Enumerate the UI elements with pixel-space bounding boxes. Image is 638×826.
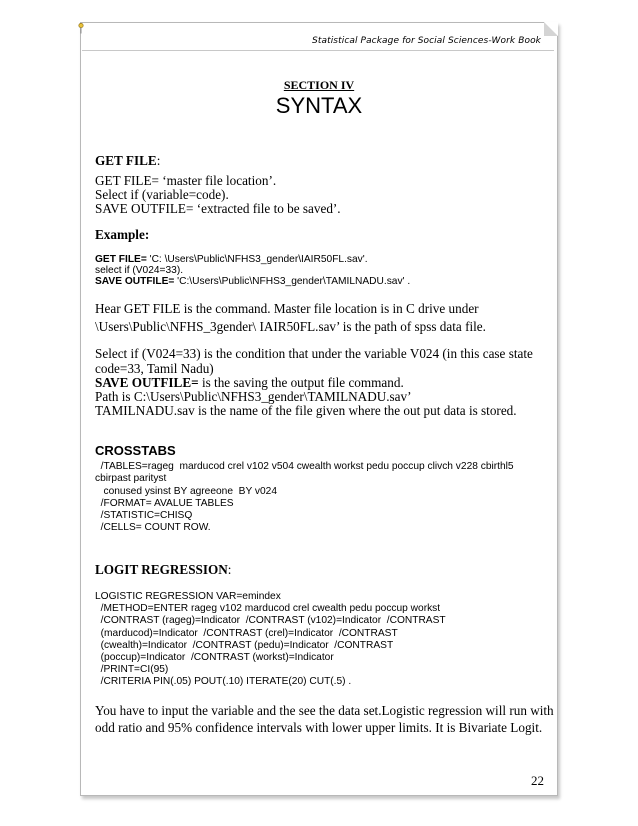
logit-line-7: /PRINT=CI(95) — [95, 664, 169, 675]
logit-line-8: /CRITERIA PIN(.05) POUT(.10) ITERATE(20) CUT(.5) . — [95, 676, 352, 687]
logit-line-2: /METHOD=ENTER rageg v102 marducod crel cwealth pedu poccup workst — [95, 603, 441, 614]
logit-line-3: /CONTRAST (rageg)=Indicator /CONTRAST (v102)=Indicator /CONTRAST — [95, 615, 446, 626]
getfile-line-1: GET FILE= ‘master file location’. — [95, 173, 277, 188]
conclusion-line-1: You have to input the variable and the see the data set.Logistic regression will run with — [95, 703, 554, 718]
getfile-heading — [95, 153, 160, 169]
example-heading: Example: — [95, 227, 150, 242]
header-rule — [82, 50, 554, 51]
crosstabs-line-2: cbirpast parityst — [95, 473, 167, 484]
logit-line-1: LOGISTIC REGRESSION VAR=emindex — [95, 591, 281, 602]
explain2-line-5: TAMILNADU.sav is the name of the file given where the out put data is stored. — [95, 403, 517, 418]
page-fold-corner — [544, 22, 558, 36]
explain2-line-2: code=33, Tamil Nadu) — [95, 361, 214, 376]
example-code-3-keyword: SAVE OUTFILE= — [95, 276, 175, 287]
explain1-line-1: Hear GET FILE is the command. Master file location is in C drive under — [95, 301, 479, 316]
page-number: 22 — [531, 773, 544, 788]
example-code-3 — [95, 276, 410, 289]
explain2-keyword: SAVE OUTFILE= — [95, 375, 199, 390]
crosstabs-line-3: conused ysinst BY agreeone BY v024 — [95, 486, 277, 497]
example-code-3-path: 'C:\Users\Public\NFHS3_gender\TAMILNADU.sav' . — [174, 276, 411, 287]
example-code-1-keyword: GET FILE= — [95, 254, 147, 265]
pin-icon — [78, 23, 84, 34]
getfile-line-3: SAVE OUTFILE= ‘extracted file to be saved’. — [95, 201, 341, 216]
crosstabs-line-5: /STATISTIC=CHISQ — [95, 510, 193, 521]
explain2-line-4: Path is C:\Users\Public\NFHS3_gender\TAMILNADU.sav’ — [95, 389, 412, 404]
section-label: SECTION IV — [283, 78, 355, 92]
crosstabs-line-6: /CELLS= COUNT ROW. — [95, 522, 211, 533]
getfile-heading-colon: : — [156, 153, 161, 168]
explain1-line-2: \Users\Public\NFHS_3gender\ IAIR50FL.sav’ is the path of spss data file. — [95, 319, 486, 334]
explain2-line-3-rest: is the saving the output file command. — [198, 375, 404, 390]
running-header: Statistical Package for Social Sciences-Work Book — [312, 36, 541, 46]
logit-heading-text: LOGIT REGRESSION — [95, 562, 228, 577]
logit-heading-colon: : — [227, 562, 232, 577]
example-code-1-path: 'C: \Users\Public\NFHS3_gender\IAIR50FL.sav'. — [146, 254, 368, 265]
getfile-line-2: Select if (variable=code). — [95, 187, 229, 202]
logit-line-6: (poccup)=Indicator /CONTRAST (workst)=Indicator — [95, 652, 334, 663]
logit-heading — [95, 562, 231, 578]
logit-line-5: (cwealth)=Indicator /CONTRAST (pedu)=Indicator /CONTRAST — [95, 640, 394, 651]
section-title: SYNTAX — [275, 93, 363, 118]
crosstabs-heading: CROSSTABS — [95, 443, 176, 458]
example-code-2: select if (V024=33). — [95, 265, 184, 276]
conclusion-line-2: odd ratio and 95% confidence intervals with lower upper limits. It is Bivariate Logit. — [95, 720, 543, 735]
explain2-line-1: Select if (V024=33) is the condition that under the variable V024 (in this case state — [95, 346, 533, 361]
crosstabs-line-4: /FORMAT= AVALUE TABLES — [95, 498, 234, 509]
getfile-heading-text: GET FILE — [95, 153, 157, 168]
crosstabs-line-1: /TABLES=rageg marducod crel v102 v504 cwealth workst pedu poccup clivch v228 cbirthl5 — [95, 461, 514, 472]
logit-line-4: (marducod)=Indicator /CONTRAST (crel)=Indicator /CONTRAST — [95, 628, 398, 639]
